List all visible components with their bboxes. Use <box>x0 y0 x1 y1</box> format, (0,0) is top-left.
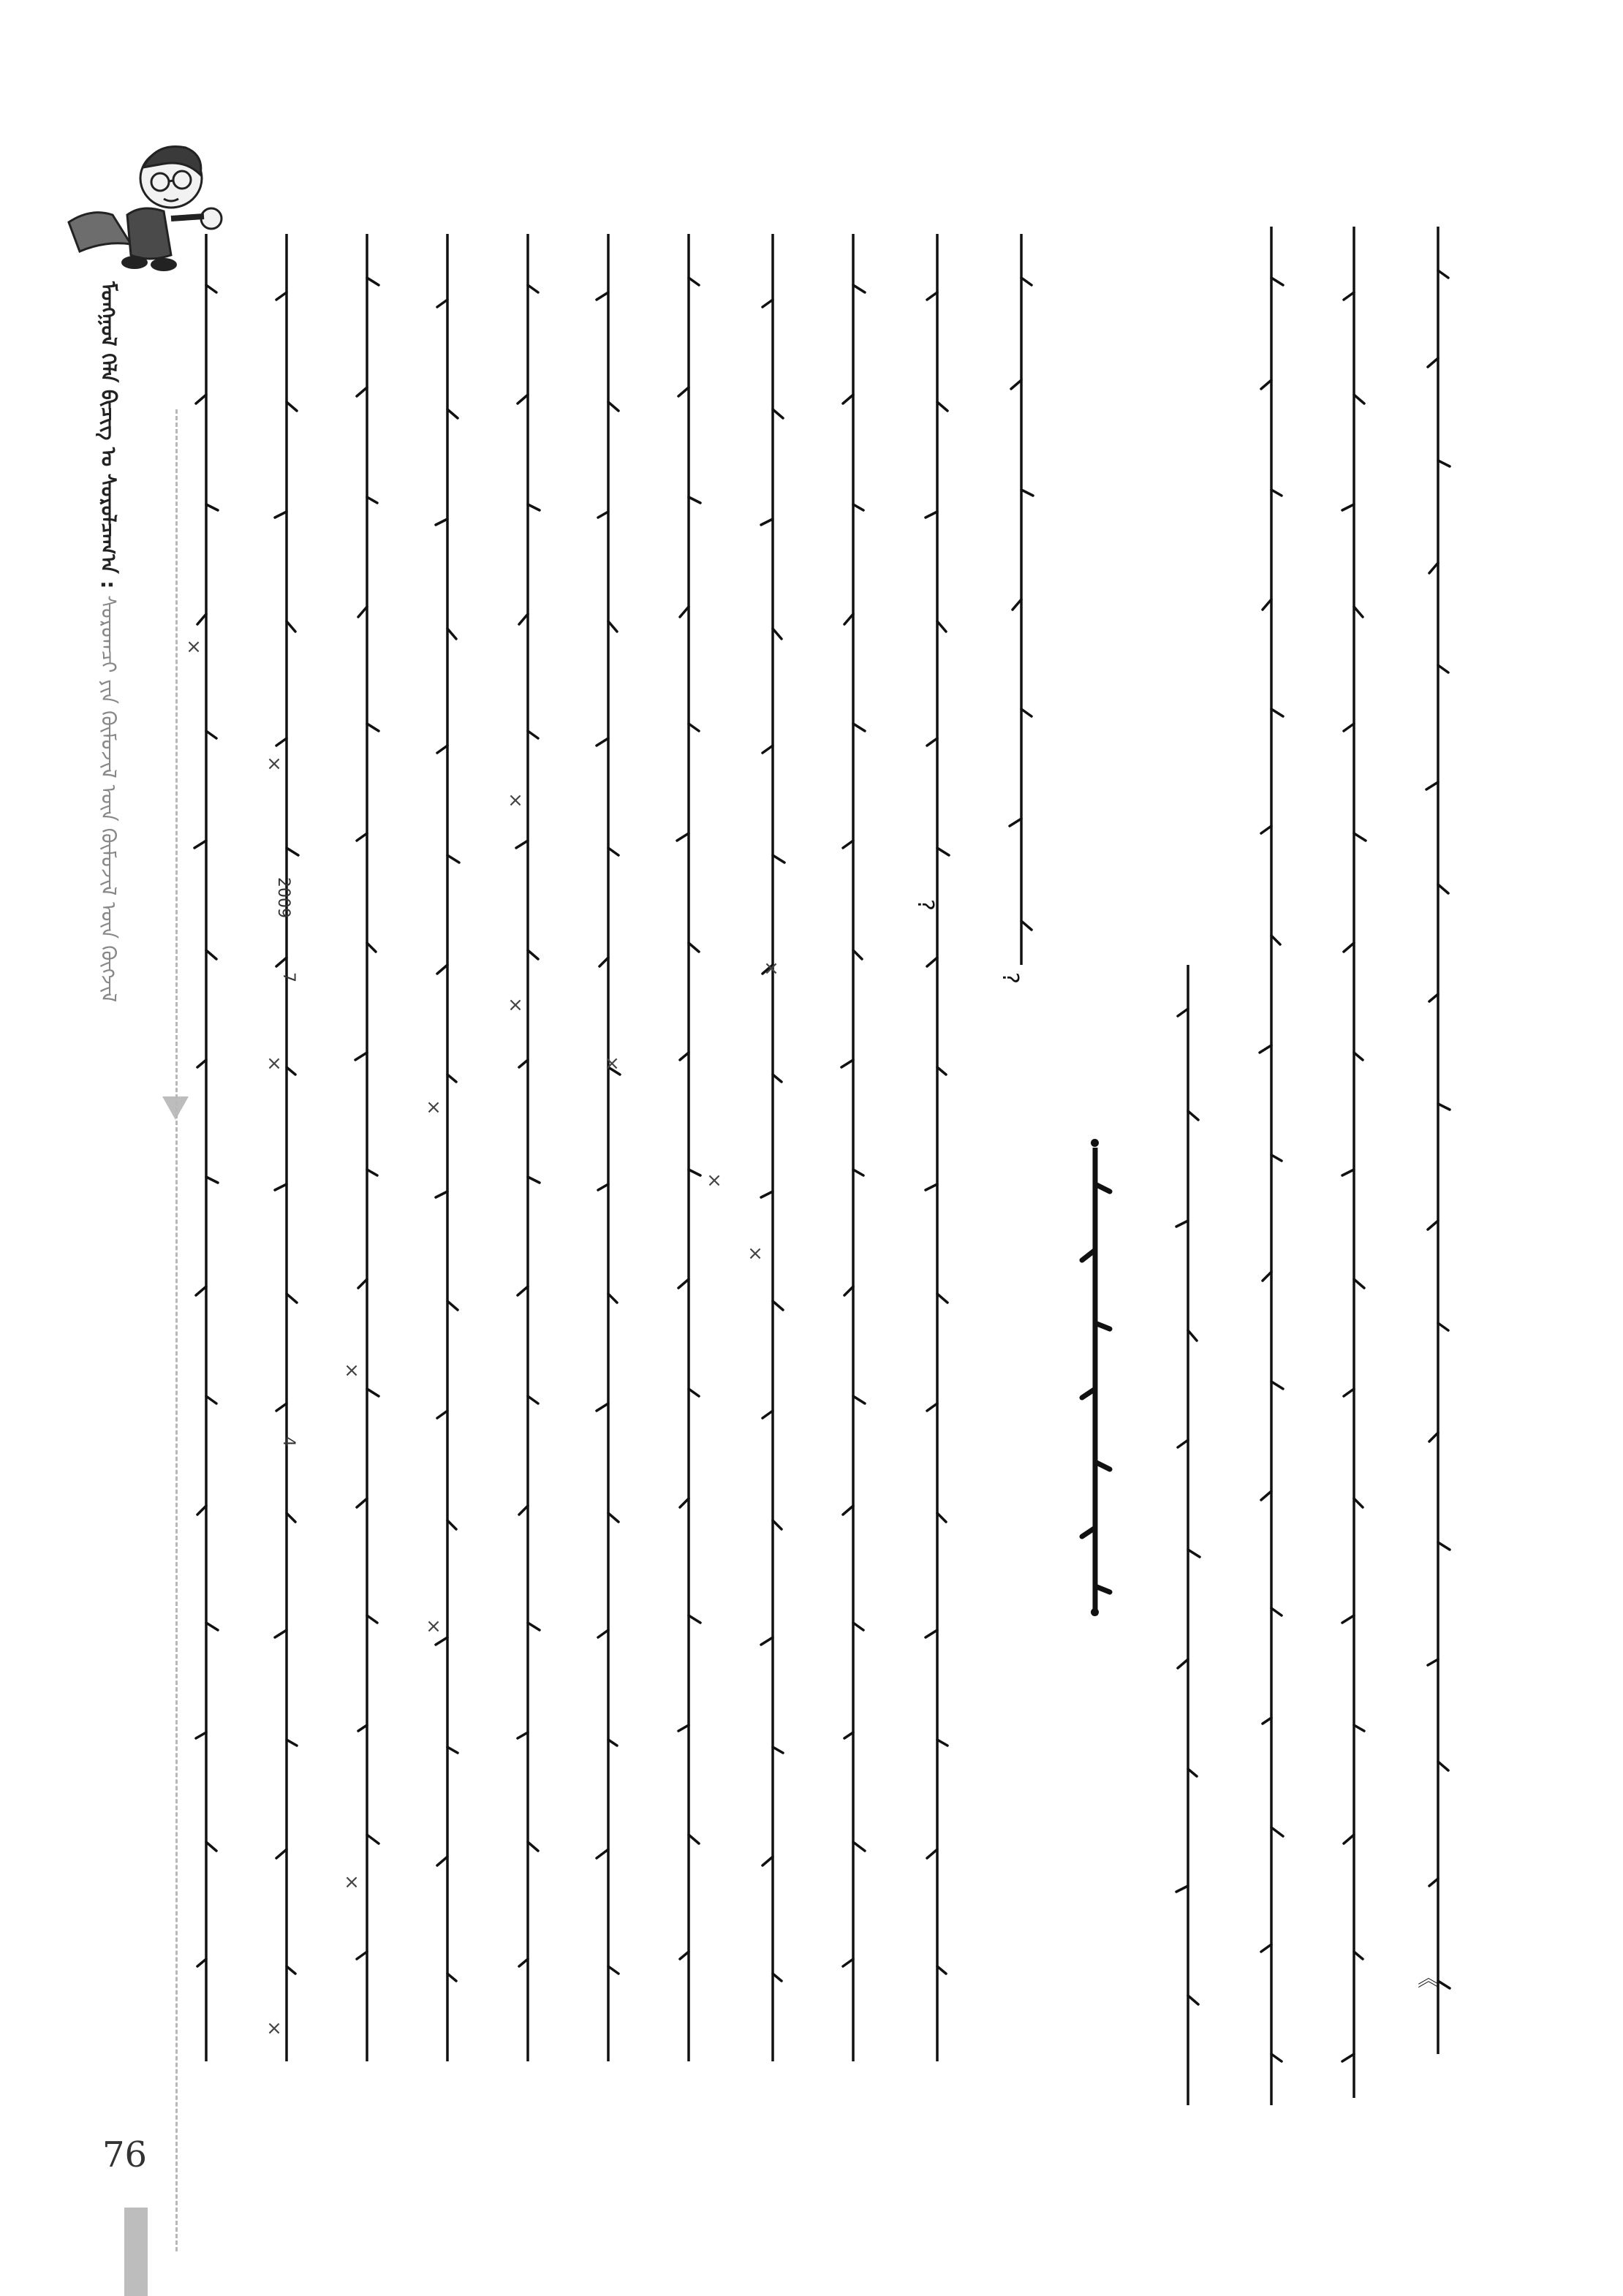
cross-mark: × <box>747 1243 763 1265</box>
cross-mark: × <box>266 1053 282 1075</box>
year-number: 2009 <box>274 877 292 918</box>
text-column <box>1334 227 1374 2098</box>
question-mark: ? <box>997 972 1023 984</box>
cross-mark: × <box>604 1053 620 1075</box>
cross-mark: × <box>706 1170 722 1191</box>
numeral-seven: 7 <box>279 972 298 982</box>
numeral-four: 4 <box>279 1436 298 1447</box>
text-column <box>347 234 387 2061</box>
bullet-icon <box>1091 1139 1099 1147</box>
text-column <box>267 234 306 2061</box>
cross-mark: × <box>507 994 523 1016</box>
cross-mark: × <box>425 1096 442 1118</box>
cross-mark: × <box>425 1615 442 1637</box>
text-column <box>1002 234 1041 965</box>
cross-mark: × <box>186 636 202 658</box>
cross-mark: × <box>507 789 523 811</box>
running-header-title: ᠮᠣᠩᠭᠣᠯ ᠬᠡᠯᠡ ᠪᠢᠴᠢᠭ ᠤ ᠰᠤᠷᠤᠯᠴᠠᠭ᠎ᠠ : <box>97 281 121 589</box>
bullet-icon <box>1091 1608 1099 1616</box>
running-header <box>80 281 175 1144</box>
text-column <box>669 234 708 2061</box>
open-quote-mark: 《 <box>1413 1966 1439 1988</box>
text-column <box>918 234 957 2061</box>
section-heading <box>1073 1148 1117 1615</box>
cross-mark: × <box>266 753 282 775</box>
text-column <box>833 234 873 2061</box>
cross-mark: × <box>344 1360 360 1382</box>
running-header-subtitle: ᠰᠤᠷᠤᠭᠴᠢ ᠶᠢᠨ ᠬᠦᠮᠦᠵᠢᠯ ᠦᠨ ᠬᠦᠮᠦᠵᠢᠯ ᠦᠨ ᠬᠥᠭᠵᠢᠯ <box>97 595 121 1003</box>
text-column <box>1168 965 1208 2105</box>
text-column <box>1252 227 1291 2105</box>
question-mark: ? <box>912 899 938 911</box>
text-column <box>508 234 548 2061</box>
text-column <box>753 234 792 2061</box>
running-header-text <box>94 281 123 1144</box>
cross-mark: × <box>344 1871 360 1893</box>
dashed-divider <box>175 409 178 2251</box>
text-column <box>589 234 628 2061</box>
text-column <box>186 234 226 2061</box>
page-number: 76 <box>102 2134 148 2175</box>
cross-mark: × <box>763 958 779 980</box>
text-column <box>1418 227 1458 2054</box>
cross-mark: × <box>266 2017 282 2039</box>
page-tab <box>124 2208 148 2296</box>
text-column <box>428 234 467 2061</box>
